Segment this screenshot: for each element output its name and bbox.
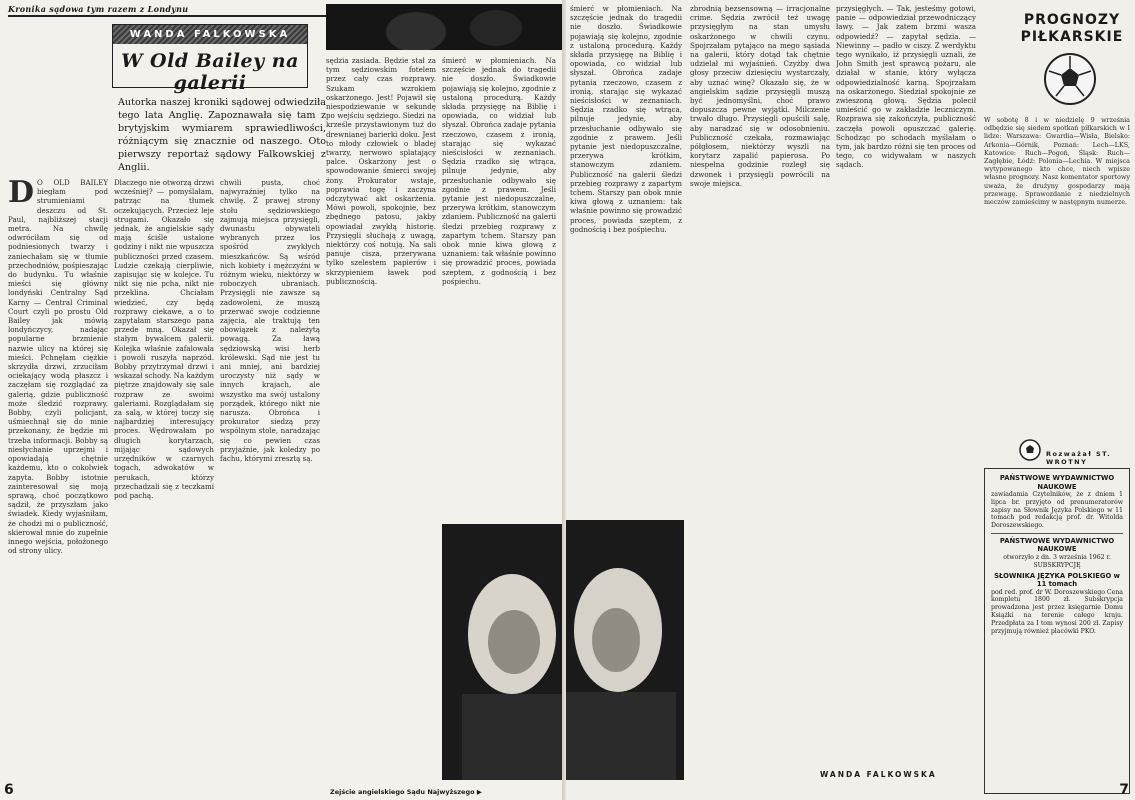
column-7-text: zbrodnią bezsensowną — irracjonalne crime. Sędzia zwrócił też uwagę przysięgłym na stan umysłu oskarżonego w chwili czynu. Spojrzałam pytająco na mego sąsiada na galerii, który dotąd tak chętnie udzielał mi wyjaśnień. Czyżby dwa głosy przeciw dziesięciu wystarczały, aby uznać winę? Okazało się, że w angielskim sądzie przysięgli muszą być jednomyślni, choć prawo dopuszcza pewne wyjątki. Milczenie trwało długo. Przysięgli opuścili salę, aby naradzać się w odosobnieniu. Publiczność czekała, rozmawiając półgłosem, niektórzy wyszli na korytarz zapalić papierosa. Po niespełna godzinie rozległ się dzwonek i przysięgli powrócili na swoje miejsca. [690,4,830,188]
photo-judge-right [566,520,684,780]
column-4 [326,56,436,776]
sidebar-title: PROGNOZY PIŁKARSKIE [1020,12,1124,45]
notice-text-1: zawiadamia Czytelników, że z dniem 1 lipca br. przyjęto od prenumeratorów zapisy na Słownik Języka Polskiego w 11 tomach pod redakcją prof. dr. Witolda Doroszewskiego. [991,491,1123,530]
sidebar-signature: Rozważał ST. WROTNY [1046,450,1112,466]
column-3 [220,178,320,778]
column-1 [8,178,108,778]
photo-top-image [326,4,562,50]
author-byline: WANDA FALKOWSKA [820,770,937,779]
wig-portrait-image [566,520,684,780]
column-2 [114,178,214,778]
notice-divider [991,533,1123,534]
title-box [112,24,308,94]
sidebar-body: W sobotę 8 i w niedzielę 9 września odbędzie się siedem spotkań piłkarskich w I lidze: Warszawa: Gwardia—Wisła, Bielsko: Arkonia—Górnik, Poznań: Lech—LKS, Katowice: Ruch—Pogoń, Śląsk: Ruch—Zagłębie, Łódź: Polonia—Lechia. W miejsca wytypowanego kto chce, niech wpisze własne prognozy. Nasz komentator sportowy uważa, że drużyny gospodarzy mają przewagę. Sprawozdanie z niedzielnych meczów zamieścimy w następnym numerze. [984,116,1130,207]
notice-heading-1: PAŃSTWOWE WYDAWNICTWO NAUKOWE [999,474,1115,491]
notice-text-3: pod red. prof. dr W. Doroszewskiego Cena kompletu 1800 zł. Subskrypcja prowadzona jest przez księgarnie Domu Książki na terenie całego kraju. Przedpłata za I tom wynosi 200 zł. Zapisy przyjmują również placówki PKO. [991,588,1123,635]
sidebar-text [984,116,1130,434]
column-8-text: przysięgłych. — Tak, jesteśmy gotowi, panie — odpowiedział przewodniczący ławy. — Jak zatem brzmi wasza odpowiedź? — zapytał sędzia. — Niewinny — padło w ciszy. Z werdyktu tego wynikało, iż przysięgli uznali, że John Smith jest sprawcą pożaru, ale działał w stanie, który wyłącza odpowiedzialność karną. Spojrzałam na oskarżonego. Siedział spokojnie ze zwieszoną głową. Sędzia polecił umieścić go w zakładzie leczniczym. Rozprawa się zakończyła, publiczność zaczęła powoli opuszczać galerię. Schodząc po schodach myślałam o tym, jak bardzo różni się ten proces od tego, co widywałam w naszych sądach. [836,4,976,170]
running-head: Kronika sądowa tym razem z Londynu [8,4,189,14]
column-7 [690,4,830,778]
lead-paragraph: Autorka naszej kroniki sądowej odwiedziła tego lata Anglię. Zapoznawała się tam z brytyjskim wymiarem sprawiedliwości, różniącym się znacznie od naszego. Oto pierwszy reportaż sądowy Falkowskiej z Anglii. [118,97,326,173]
column-3-text: chwili pusta, choć najwyraźniej tylko na chwilę. Z prawej strony stołu sędziowskiego zajmują miejsca przysięgli, dwunastu obywateli wybranych przez los spośród zwykłych mieszkańców. Są wśród nich kobiety i mężczyźni w różnym wieku, niektórzy w roboczych ubraniach. Przysięgli nie zawsze są zadowoleni, że muszą przerwać swoje codzienne zajęcia, ale traktują ten obowiązek z należytą powagą. Za ławą sędziowską wisi herb królewski. Sąd nie jest tu ani mniej, ani bardziej uroczysty niż sądy w innych krajach, ale wszystko ma swój ustalony porządek, którego nikt nie narusza. Obrońca i prokurator siedzą przy wspólnym stole, naradzając się co pewien czas przyjaźnie, jak koledzy po fachu, którymi zresztą są. [220,178,320,464]
photo-judge-left [442,524,562,780]
author-name: WANDA FALKOWSKA [113,25,307,44]
column-2-text: Dlaczego nie otworzą drzwi wcześniej? — pomyślałam, patrząc na tłumek oczekujących. Przecież leje strugami. Okazało się jednak, że angielskie sądy mają ściśle ustalone godziny i nikt nie wpuszcza publiczności przed czasem. Ludzie czekają cierpliwie, zapisując się w kolejce. Tu nikt się nie pcha, nikt nie przeklina. Chciałam wiedzieć, czy będą rozprawy ciekawe, a o to zapytałam starszego pana przede mną. Okazał się stałym bywalcem galerii. Kolejka właśnie zafalowała i powoli ruszyła naprzód. Bobby przytrzymał drzwi i wskazał schody. Na każdym piętrze znajdowały się sale rozpraw ze swoimi galeriami. Rozglądałam się za salą, w której toczy się najbardziej interesujący proces. Wędrowałam po długich korytarzach, mijając sądowych urzędników w czarnych togach, adwokatów w perukach, którzy przechadzali się z teczkami pod pachą. [114,178,214,500]
column-4-text: sędzia zasiada. Będzie stał za tym sędziowskim fotelem przez cały czas rozprawy. Szukam wzrokiem oskarżonego. Jest! Pojawił się niespodziewanie w sekundę po wejściu sędziego. Siedzi na krześle przystawionym tuż do drewnianej barierki doku. Jest to młody człowiek o bladej twarzy, nerwowo splatający palce. Oskarżony jest o spowodowanie śmierci swojej żony. Prokurator wstaje, poprawia togę i zaczyna odczytywać akt oskarżenia. Mówi powoli, spokojnie, bez zbędnego patosu, jakby opowiadał zwykłą historię. Przysięgli słuchają z uwagą, niektórzy coś notują. Na sali panuje cisza, przerywana tylko szelestem papierów i skrzypieniem ławek pod publicznością. [326,56,436,286]
left-page [0,0,562,800]
photo-caption: Zejście angielskiego Sądu Najwyższego ▶ [330,788,482,796]
football-icon [1030,48,1110,110]
column-5-text: śmierć w płomieniach. Na szczęście jednak do tragedii nie doszło. Świadkowie pojawiają się kolejno, zgodnie z ustaloną procedurą. Każdy składa przysięgę na Biblię i opowiada, co widział lub słyszał. Obrońca zadaje pytania rzeczowo, czasem z ironią, starając się wykazać nieścisłości w zeznaniach. Sędzia rzadko się wtrąca, pilnuje jedynie, aby przesłuchanie odbywało się zgodnie z prawem. Jeśli pytanie jest niedopuszczalne, przerywa krótkim, stanowczym zdaniem. Publiczność na galerii śledzi przebieg rozprawy z zapartym tchem. Starszy pan obok mnie kiwa głową z uznaniem: tak właśnie powinno się prowadzić proces, powiada szeptem, z godnością i bez pośpiechu. [442,56,556,286]
page-number-left: 6 [4,782,14,798]
drop-cap: D [8,178,35,210]
page-number-right: 7 [1119,782,1129,798]
small-ball-icon [1018,438,1042,462]
notice-heading-3: SŁOWNIKA JĘZYKA POLSKIEGO w 11 tomach [994,571,1120,589]
notice-heading-2: PAŃSTWOWE WYDAWNICTWO NAUKOWE [999,536,1115,554]
photo-top [326,4,562,50]
column-6-text: śmierć w płomieniach. Na szczęście jednak do tragedii nie doszło. Świadkowie pojawiają się kolejno, zgodnie z ustaloną procedurą. Każdy składa przysięgę na Biblię i opowiada, co widział lub słyszał. Obrońca zadaje pytania rzeczowo, czasem z ironią, starając się wykazać nieścisłości w zeznaniach. Sędzia rzadko się wtrąca, pilnuje jedynie, aby przesłuchanie odbywało się zgodnie z prawem. Jeśli pytanie jest niedopuszczalne, przerywa krótkim, stanowczym zdaniem. Publiczność na galerii śledzi przebieg rozprawy z zapartym tchem. Starszy pan obok mnie kiwa głową z uznaniem: tak właśnie powinno się prowadzić proces, powiada szeptem, z godnością i bez pośpiechu. [570,4,682,234]
right-page [566,0,1135,800]
column-8 [836,4,976,766]
publisher-notice [984,468,1130,794]
notice-text-2: otworzyło z dn. 3 września 1962 r. SUBSKRYPCJĘ [1003,553,1111,569]
column-5 [442,56,556,516]
column-6 [570,4,682,510]
article-headline: W Old Bailey na galerii [121,50,299,94]
column-1-text: O OLD BAILEY biegłam pod strumieniami deszczu od St. Paul, najbliższej stacji metra. Na chwilę odwróciłam się od podniesionych twarzy i zaniechałam się w tłumie przechodniów, pośpieszając do budynku. Tu właśnie mieści się główny londyński Centralny Sąd Karny — Central Criminal Court czyli po prostu Old Bailey jak mówią londyńczycy, nadając popularne brzmienie nazwie ulicy na której się mieści. Pchnęłam ciężkie skrzydła drzwi, zrzuciłam ociekający wodą płaszcz i zaczęłam się rozglądać za galerią, gdzie publiczność może śledzić rozprawy. Bobby, czyli policjant, uśmiechnął się do mnie przekonany, że będzie mi trzeba informacji. Bobby są niesłychanie uprzejmi i opowiadają chętnie każdemu, kto o cokolwiek zapyta. Bobby istotnie zainteresował się moją sprawą, choć początkowo sądził, że przyszłam jako świadek. Kiedy wyjaśniłam, że chodzi mi o publiczność, skierował mnie do zupełnie innego wejścia, położonego od strony ulicy. [8,178,108,556]
judge-portrait-image [442,524,562,780]
